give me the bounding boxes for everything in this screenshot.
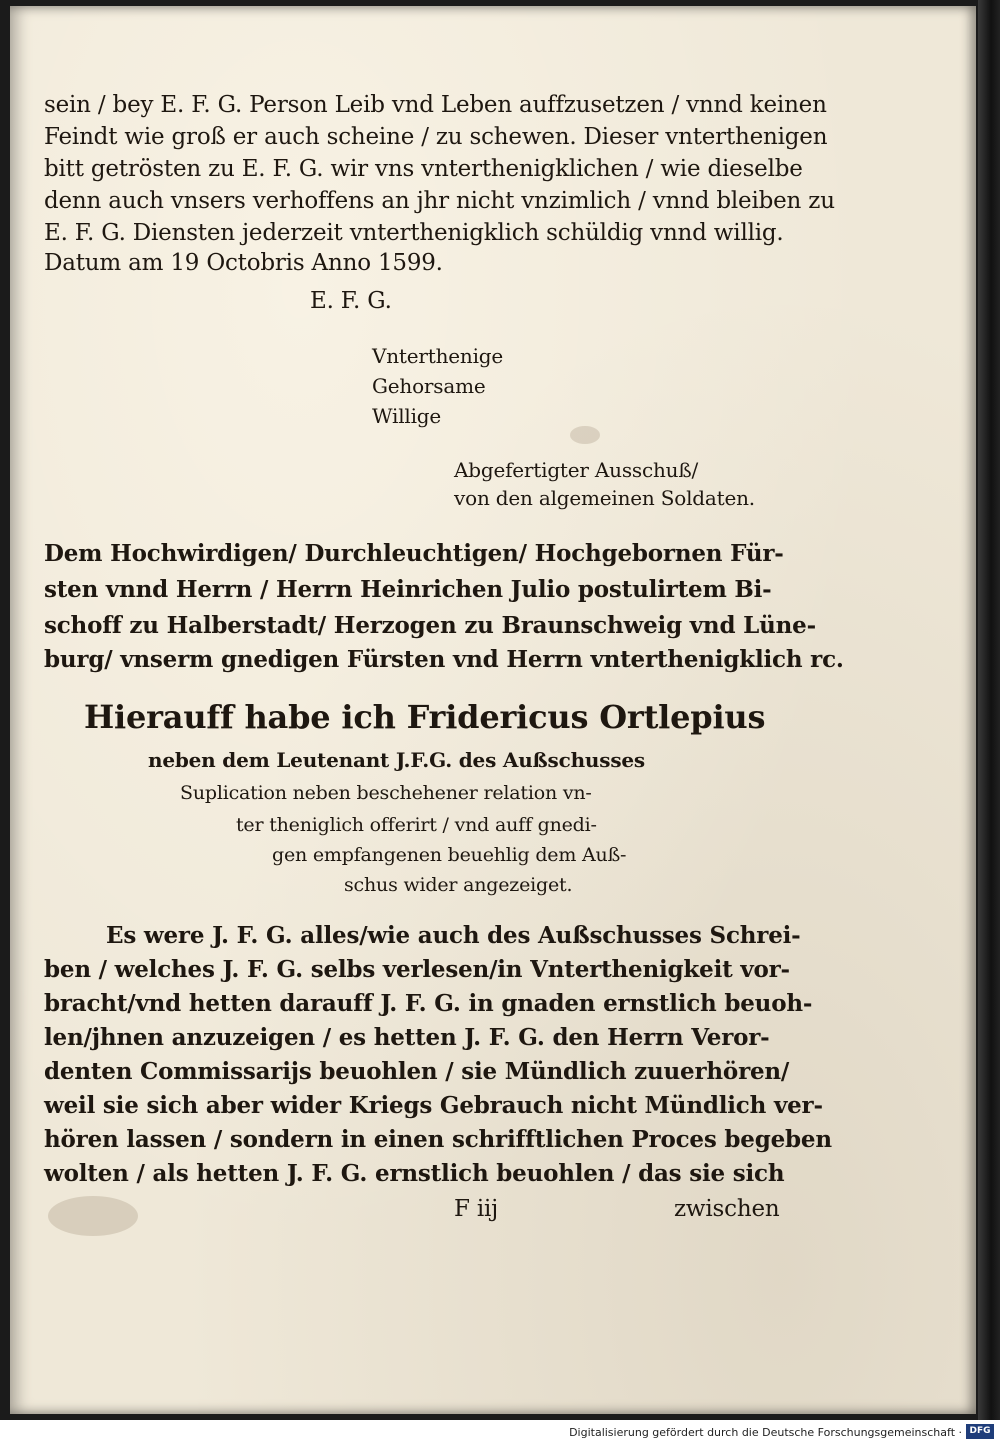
document-page xyxy=(10,6,976,1414)
subheading-line: Suplication neben beschehener relation vn- xyxy=(180,782,592,804)
signoff-line: Willige xyxy=(372,404,442,428)
text-line: Feindt wie groß er auch scheine / zu schewen. Dieser vnterthenigen xyxy=(44,124,828,150)
subheading-line: ter theniglich offerirt / vnd auff gnedi- xyxy=(236,814,597,836)
text-line: denn auch vnsers verhoffens an jhr nicht vnzimlich / vnnd bleiben zu xyxy=(44,188,835,214)
dfg-logo-icon: DFG xyxy=(966,1424,994,1439)
body-line: weil sie sich aber wider Kriegs Gebrauch nicht Mündlich ver- xyxy=(44,1092,823,1119)
subheading-line: gen empfangenen beuehlig dem Auß- xyxy=(272,844,627,866)
body-line: bracht/vnd hetten darauff J. F. G. in gnaden ernstlich beuoh- xyxy=(44,990,813,1017)
address-line: schoff zu Halberstadt/ Herzogen zu Braunschweig vnd Lüne- xyxy=(44,612,816,639)
footer-bar xyxy=(0,1420,1000,1444)
funding-notice: Digitalisierung gefördert durch die Deutsche Forschungsgemeinschaft · xyxy=(569,1426,962,1439)
paper-stain xyxy=(48,1196,138,1236)
section-heading: Hierauff habe ich Fridericus Ortlepius xyxy=(84,698,766,736)
signature-line: Abgefertigter Ausschuß/ xyxy=(454,458,699,482)
text-line: bitt getrösten zu E. F. G. wir vns vnterthenigklichen / wie dieselbe xyxy=(44,156,803,182)
text-line: E. F. G. Diensten jederzeit vnterthenigklich schüldig vnnd willig. xyxy=(44,220,784,246)
text-line: sein / bey E. F. G. Person Leib vnd Leben auffzusetzen / vnnd keinen xyxy=(44,92,827,118)
body-line: len/jhnen anzuzeigen / es hetten J. F. G. den Herrn Veror- xyxy=(44,1024,770,1051)
body-line: Es were J. F. G. alles/wie auch des Außschusses Schrei- xyxy=(106,922,801,949)
signature-mark: F iij xyxy=(454,1196,499,1222)
body-line: wolten / als hetten J. F. G. ernstlich beuohlen / das sie sich xyxy=(44,1160,785,1187)
address-line: Dem Hochwirdigen/ Durchleuchtigen/ Hochgebornen Für- xyxy=(44,540,784,567)
body-line: denten Commissarijs beuohlen / sie Mündlich zuuerhören/ xyxy=(44,1058,790,1085)
body-line: hören lassen / sondern in einen schrifftlichen Proces begeben xyxy=(44,1126,832,1153)
signoff-line: Gehorsame xyxy=(372,374,486,398)
paper-stain xyxy=(570,426,600,444)
catchword: zwischen xyxy=(674,1196,780,1222)
signoff-line: Vnterthenige xyxy=(372,344,504,368)
date-line: Datum am 19 Octobris Anno 1599. xyxy=(44,250,443,276)
address-line: sten vnnd Herrn / Herrn Heinrichen Julio postulirtem Bi- xyxy=(44,576,772,603)
subheading-line: neben dem Leutenant J.F.G. des Außschusses xyxy=(148,748,645,772)
salutation: E. F. G. xyxy=(310,288,392,314)
book-edge xyxy=(978,0,1000,1420)
signature-line: von den algemeinen Soldaten. xyxy=(454,486,755,510)
body-line: ben / welches J. F. G. selbs verlesen/in Vnterthenigkeit vor- xyxy=(44,956,790,983)
address-line: burg/ vnserm gnedigen Fürsten vnd Herrn vnterthenigklich rc. xyxy=(44,646,844,673)
subheading-line: schus wider angezeiget. xyxy=(344,874,573,896)
